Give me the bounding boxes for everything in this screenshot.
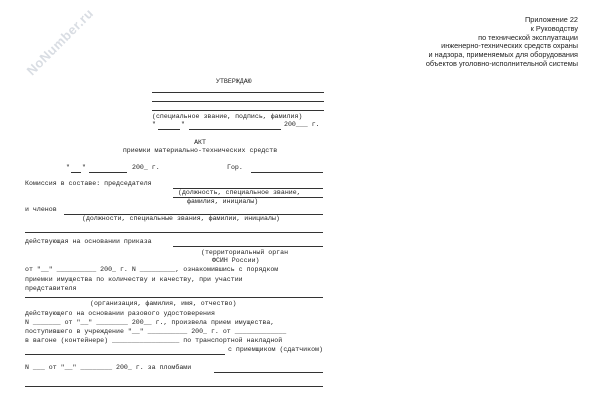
members-caption: (должности, специальные звания, фамилии, инициалы)	[82, 215, 280, 222]
chairman-caption-1: (должность, специальное звание,	[178, 189, 301, 196]
approve-line-1	[152, 92, 324, 93]
appendix-line: инженерно-технических средств охраны	[441, 41, 578, 51]
city-label: Гор.	[227, 164, 243, 171]
approve-title: УТВЕРЖДАЮ	[216, 78, 252, 85]
seals-line-2	[25, 386, 323, 387]
date-year: 200_ г.	[132, 164, 160, 171]
approve-year: 200___ г.	[284, 121, 320, 128]
order-caption-2: ФСИН России)	[212, 257, 260, 264]
approve-quote-close: "	[181, 121, 185, 128]
commission-label: Комиссия в составе: председателя	[25, 180, 152, 187]
city-line	[251, 172, 323, 173]
appendix-line: объектов уголовно-исполнительной системы	[425, 58, 578, 68]
date-month-line	[89, 172, 127, 173]
appendix-line: к Руководству	[530, 23, 578, 33]
date-quote-close: "	[82, 164, 86, 171]
approve-day-line	[158, 129, 180, 130]
org-line-3: поступившего в учреждение "__" __________ 200_ г. от _____________	[25, 328, 287, 335]
appendix-line: по технической эксплуатации	[478, 32, 578, 42]
watermark-logo: NoNumber.ru	[23, 5, 97, 79]
chairman-caption-2: фамилия, инициалы)	[187, 198, 259, 205]
members-line-2	[25, 232, 323, 233]
approve-month-line	[189, 129, 281, 130]
act-subtitle: приемки материально-технических средств	[122, 147, 278, 154]
act-title: АКТ	[194, 139, 206, 146]
org-caption: (организация, фамилия, имя, отчество)	[90, 300, 237, 307]
order-label: действующая на основании приказа	[25, 238, 152, 245]
date-day-line	[71, 172, 81, 173]
org-line-2: N _______ от "__" ________ 200__ г., произвела прием имущества,	[25, 319, 275, 326]
appendix-header	[338, 16, 578, 69]
approve-quote-open: "	[152, 121, 156, 128]
order-line	[173, 246, 323, 247]
acceptance-line: приемки имущества по количеству и качеству, при участии	[25, 276, 243, 283]
appendix-line: Приложение 22	[525, 15, 578, 24]
representative-label: представителя	[25, 285, 77, 292]
representative-line	[25, 297, 323, 298]
org-line-6: N ___ от "__" ________ 200_ г. за пломбами	[25, 364, 192, 371]
seals-line	[214, 372, 323, 373]
order-caption-1: (территориальный орган	[201, 249, 289, 256]
date-quote-open: "	[66, 164, 70, 171]
approve-line-3	[152, 110, 324, 111]
org-line-1: действующего на основании разового удостоверения	[25, 310, 215, 317]
org-line-4: в вагоне (контейнере) _________________ по транспортной накладной	[25, 337, 283, 344]
appendix-line: и надзора, применяемых для оборудования	[428, 50, 578, 60]
approve-caption: (специальное звание, подпись, фамилия)	[152, 113, 303, 120]
members-label: и членов	[25, 206, 57, 213]
org-line-5: с приемщиком (сдатчиком)	[228, 346, 323, 353]
from-line: от "__" __________ 200_ г. N _________, ознакомившись с порядком	[25, 266, 279, 273]
receiver-line	[25, 354, 225, 355]
approve-line-2	[152, 101, 324, 102]
